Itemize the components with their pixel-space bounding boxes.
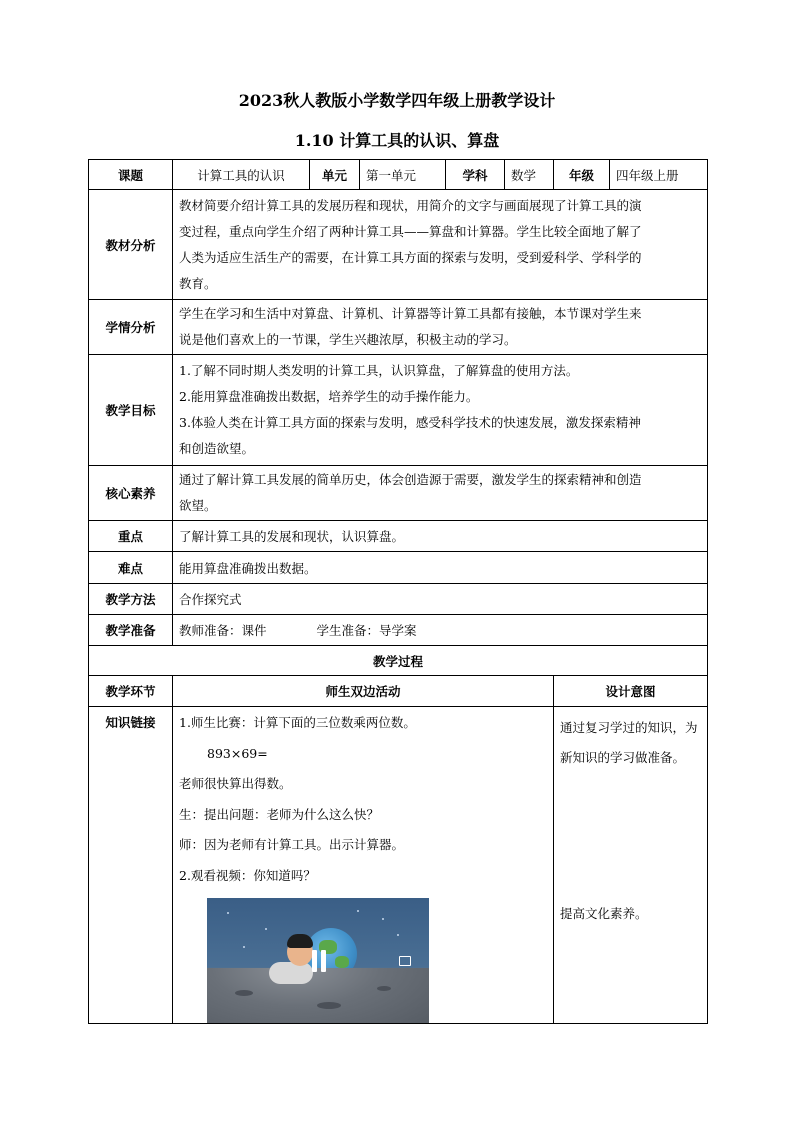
material-analysis-text — [173, 190, 708, 300]
teaching-prep-label: 教学准备 — [89, 615, 173, 646]
student-prep: 学生准备：导学案 — [316, 623, 417, 638]
teaching-method-label: 教学方法 — [89, 584, 173, 615]
key-point-row — [89, 521, 708, 552]
cartoon-kid-hair — [287, 934, 313, 948]
text-line: 3.体验人类在计算工具方面的探索与发明，感受科学技术的快速发展，激发探索精神 — [179, 415, 641, 430]
material-analysis-label: 教材分析 — [89, 190, 173, 300]
activity-column-header: 师生双边活动 — [173, 676, 554, 707]
grade-label: 年级 — [554, 160, 610, 190]
teaching-goals-row — [89, 355, 708, 466]
teaching-prep-row — [89, 615, 708, 646]
teaching-prep-text — [173, 615, 708, 646]
moon-surface-image — [207, 968, 429, 1023]
lock-icon[interactable] — [399, 956, 411, 966]
teaching-method-text: 合作探究式 — [173, 584, 708, 615]
stage-knowledge-link: 知识链接 — [89, 707, 173, 1024]
document-title: 2023秋人教版小学数学四年级上册教学设计 — [238, 91, 556, 110]
activity-line: 1.师生比赛：计算下面的三位数乘两位数。 — [179, 715, 416, 730]
header-row — [89, 160, 708, 190]
text-line: 通过了解计算工具发展的简单历史，体会创造源于需要，激发学生的探索精神和创造 — [179, 472, 642, 487]
core-literacy-text — [173, 466, 708, 521]
grade-value: 四年级上册 — [610, 160, 708, 190]
text-line: 教育。 — [179, 275, 217, 291]
difficulty-text: 能用算盘准确拨出数据。 — [173, 552, 708, 584]
activity-line: 生：提出问题：老师为什么这么快？ — [179, 806, 380, 822]
text-line: 和创造欲望。 — [179, 441, 255, 456]
topic-label: 课题 — [89, 160, 173, 190]
intent-text-2: 提高文化素养。 — [560, 906, 648, 921]
process-column-header-row — [89, 676, 708, 707]
text-line: 2.能用算盘准确拨出数据，培养学生的动手操作能力。 — [179, 389, 479, 404]
key-point-label: 重点 — [89, 521, 173, 552]
pause-icon[interactable] — [309, 950, 329, 972]
learner-analysis-text — [173, 300, 708, 355]
lesson-plan-table — [88, 159, 708, 1024]
activity-line: 师：因为老师有计算工具。出示计算器。 — [179, 837, 405, 852]
process-heading: 教学过程 — [89, 646, 708, 676]
difficulty-row — [89, 552, 708, 584]
teaching-goals-label: 教学目标 — [89, 355, 173, 466]
text-line: 变过程，重点向学生介绍了两种计算工具——算盘和计算器。学生比较全面地了解了 — [179, 223, 642, 239]
text-line: 1.了解不同时期人类发明的计算工具，认识算盘，了解算盘的使用方法。 — [179, 363, 579, 378]
teaching-goals-text — [173, 355, 708, 466]
difficulty-label: 难点 — [89, 552, 173, 584]
intent-column-header: 设计意图 — [554, 676, 708, 707]
intent-cell — [554, 707, 708, 1024]
cartoon-kid-image — [269, 962, 313, 984]
intent-text-1: 通过复习学过的知识，为新知识的学习做准备。 — [560, 720, 698, 765]
learner-analysis-label: 学情分析 — [89, 300, 173, 355]
text-line: 教材简要介绍计算工具的发展历程和现状，用简介的文字与画面展现了计算工具的演 — [179, 197, 642, 213]
unit-value: 第一单元 — [360, 160, 446, 190]
text-line: 欲望。 — [179, 498, 217, 513]
teacher-prep: 教师准备：课件 — [179, 623, 267, 638]
learner-analysis-row — [89, 300, 708, 355]
activity-line: 893×69= — [207, 745, 268, 761]
process-row-knowledge-link — [89, 707, 708, 1024]
subject-label: 学科 — [446, 160, 505, 190]
activity-line: 2.观看视频：你知道吗？ — [179, 867, 316, 883]
activity-line: 老师很快算出得数。 — [179, 776, 292, 791]
core-literacy-label: 核心素养 — [89, 466, 173, 521]
material-analysis-row — [89, 190, 708, 300]
teaching-method-row — [89, 584, 708, 615]
text-line: 学生在学习和生活中对算盘、计算机、计算器等计算工具都有接触，本节课对学生来 — [179, 306, 642, 321]
lesson-subtitle: 1.10 计算工具的认识、算盘 — [294, 131, 500, 150]
core-literacy-row — [89, 466, 708, 521]
subject-value: 数学 — [505, 160, 554, 190]
unit-label: 单元 — [310, 160, 360, 190]
activity-cell — [173, 707, 554, 1024]
process-heading-row — [89, 646, 708, 676]
text-line: 人类为适应生活生产的需要，在计算工具方面的探索与发明，受到爱科学、学科学的 — [179, 249, 642, 265]
text-line: 说是他们喜欢上的一节课，学生兴趣浓厚，积极主动的学习。 — [179, 332, 517, 347]
key-point-text: 了解计算工具的发展和现状，认识算盘。 — [173, 521, 708, 552]
topic-value: 计算工具的认识 — [173, 160, 310, 190]
video-player[interactable] — [207, 898, 429, 1023]
stage-column-header: 教学环节 — [89, 676, 173, 707]
